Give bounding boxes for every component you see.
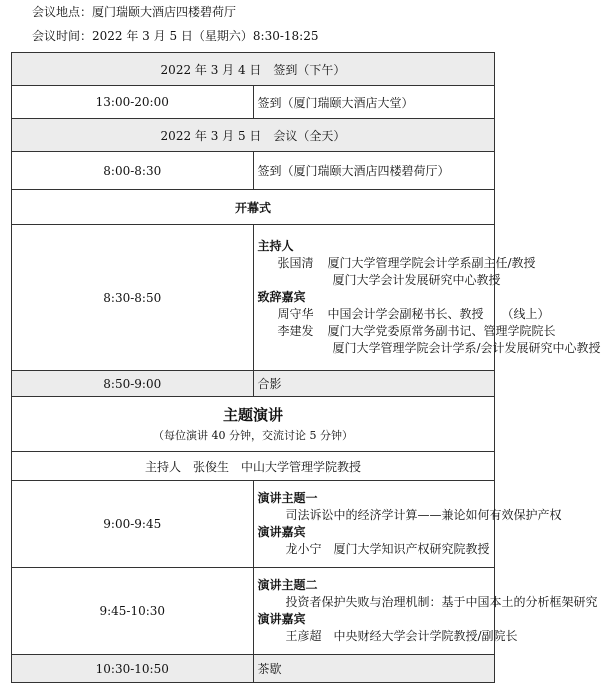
item-cell: 签到（厦门瑞颐大酒店大堂） — [253, 86, 495, 119]
topic-label: 演讲主题一 — [257, 491, 318, 505]
keynote-host-row — [12, 452, 495, 481]
item-cell — [253, 568, 598, 655]
agenda-row — [12, 655, 495, 683]
keynote-title: 主题演讲 — [222, 406, 283, 424]
guest-title: 中国会计学会副秘书长、教授 （线上） — [327, 307, 550, 321]
speech-guests-label: 致辞嘉宾 — [257, 290, 306, 304]
speaker-text: 王彦超 中央财经大学会计学院教授/副院长 — [285, 629, 518, 643]
item-cell — [253, 225, 601, 371]
time-cell: 8:00-8:30 — [12, 152, 254, 190]
section-title-row — [12, 190, 495, 225]
host-title-2: 厦门大学会计发展研究中心教授 — [332, 273, 501, 287]
agenda-row — [12, 371, 495, 397]
topic-text: 司法诉讼中的经济学计算——兼论如何有效保护产权 — [285, 508, 562, 522]
time-cell: 10:30-10:50 — [12, 655, 254, 683]
agenda-table — [11, 52, 601, 683]
day2-header: 2022 年 3 月 5 日 会议（全天） — [12, 119, 495, 152]
item-cell: 签到（厦门瑞颐大酒店四楼碧荷厅） — [253, 152, 495, 190]
keynote-host: 主持人 张俊生 中山大学管理学院教授 — [12, 452, 495, 481]
time-cell: 8:30-8:50 — [12, 225, 254, 371]
time-value: 2022 年 3 月 5 日（星期六）8:30-18:25 — [92, 29, 319, 43]
day1-header-row — [12, 53, 495, 86]
day2-header-row — [12, 119, 495, 152]
host-title: 厦门大学管理学院会计学系副主任/教授 — [327, 256, 536, 270]
item-cell — [253, 481, 562, 568]
item-cell: 合影 — [253, 371, 495, 397]
keynote-header — [12, 397, 495, 452]
agenda-row — [12, 568, 495, 655]
guest-name: 周守华 — [277, 307, 314, 321]
host-name: 张国清 — [277, 256, 314, 270]
guest-title: 厦门大学党委原常务副书记、管理学院院长 — [327, 324, 556, 338]
time-label: 会议时间： — [32, 29, 93, 43]
time-cell: 8:50-9:00 — [12, 371, 254, 397]
time-cell: 9:00-9:45 — [12, 481, 254, 568]
agenda-row — [12, 225, 495, 371]
topic-text: 投资者保护失败与治理机制：基于中国本土的分析框架研究 — [285, 595, 598, 609]
guest-line — [258, 323, 556, 340]
agenda-row — [12, 152, 495, 190]
venue-value: 厦门瑞颐大酒店四楼碧荷厅 — [92, 5, 237, 19]
topic-label: 演讲主题二 — [257, 578, 318, 592]
time-cell: 13:00-20:00 — [12, 86, 254, 119]
item-cell: 茶歇 — [253, 655, 495, 683]
guest-line — [258, 306, 550, 323]
guest-title-2: 厦门大学管理学院会计学系/会计发展研究中心教授 — [332, 341, 601, 355]
venue-line — [32, 4, 236, 20]
section-title-row — [12, 397, 495, 452]
agenda-row — [12, 481, 495, 568]
host-line — [258, 255, 536, 272]
opening-title: 开幕式 — [12, 190, 495, 225]
speaker-text: 龙小宁 厦门大学知识产权研究院教授 — [285, 542, 490, 556]
guest-name: 李建发 — [277, 324, 314, 338]
host-label: 主持人 — [257, 239, 294, 253]
speaker-label: 演讲嘉宾 — [257, 525, 306, 539]
keynote-note: （每位演讲 40 分钟，交流讨论 5 分钟） — [153, 429, 353, 442]
time-cell: 9:45-10:30 — [12, 568, 254, 655]
time-line — [32, 28, 318, 44]
day1-header: 2022 年 3 月 4 日 签到（下午） — [12, 53, 495, 86]
venue-label: 会议地点： — [32, 5, 93, 19]
speaker-label: 演讲嘉宾 — [257, 612, 306, 626]
agenda-row — [12, 86, 495, 119]
